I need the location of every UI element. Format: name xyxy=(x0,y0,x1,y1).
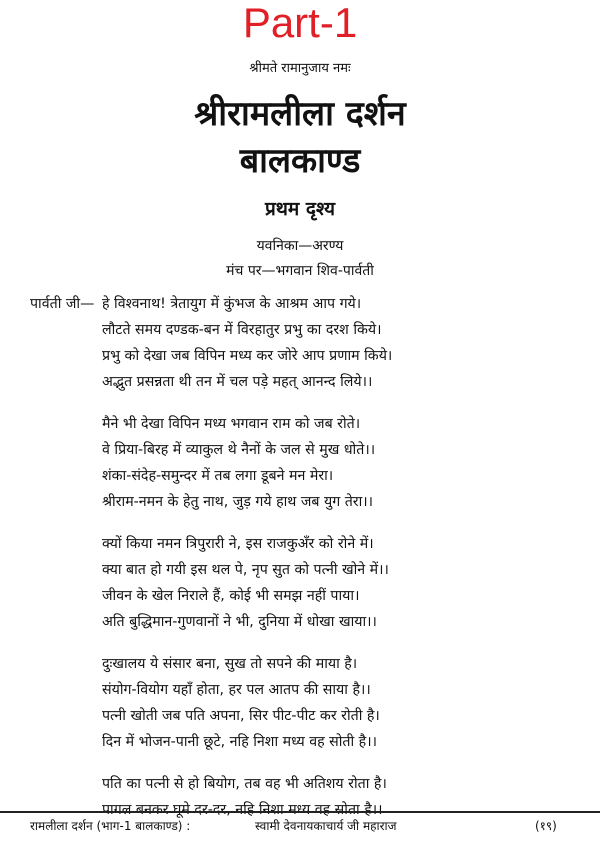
invocation: श्रीमते रामानुजाय नमः xyxy=(249,61,351,76)
verse-line xyxy=(0,343,600,369)
verse-text: प्रभु को देखा जब विपिन मध्य कर जोरे आप प्रणाम किये। xyxy=(102,348,393,364)
verse-line xyxy=(0,317,600,343)
verse-line xyxy=(0,463,600,489)
verse-text: अद्भुत प्रसन्नता थी तन में चल पड़े महत् आनन्द लिये।। xyxy=(102,374,373,390)
verse-line xyxy=(0,729,600,755)
verse-text: पागल बनकर घूमे दर-दर, नहि निशा मध्य वह सोता है।। xyxy=(102,802,383,818)
footer-author: स्वामी देवनायकाचार्य जी महाराज xyxy=(255,819,397,833)
scene-heading: प्रथम दृश्य xyxy=(264,198,336,220)
verse-text: हे विश्वनाथ! त्रेतायुग में कुंभज के आश्रम आप गये। xyxy=(102,296,362,312)
speaker-label: पार्वती जी— xyxy=(30,296,95,312)
verse-line xyxy=(0,437,600,463)
verse-block xyxy=(0,291,600,839)
stanza xyxy=(0,411,600,515)
verse-text: दुःखालय ये संसार बना, सुख तो सपने की माया है। xyxy=(102,656,358,672)
verse-line xyxy=(0,703,600,729)
verse-text: जीवन के खेल निराले हैं, कोई भी समझ नहीं पाया। xyxy=(102,588,360,604)
setting-curtain: यवनिका—अरण्य xyxy=(256,238,344,254)
footer-divider xyxy=(0,811,600,813)
verse-text: पत्नी खोती जब पति अपना, सिर पीट-पीट कर रोती है। xyxy=(102,708,380,724)
verse-text: संयोग-वियोग यहाँ होता, हर पल आतप की साया है।। xyxy=(102,682,371,698)
verse-text: पति का पत्नी से हो बियोग, तब वह भी अतिशय रोता है। xyxy=(102,776,387,792)
verse-text: अति बुद्धिमान-गुणवानों ने भी, दुनिया में धोखा खाया।। xyxy=(102,614,377,630)
verse-line xyxy=(0,411,600,437)
verse-line xyxy=(0,557,600,583)
verse-text: दिन में भोजन-पानी छूटे, नहि निशा मध्य वह सोती है।। xyxy=(102,734,377,750)
verse-text: मैने भी देखा विपिन मध्य भगवान राम को जब रोते। xyxy=(102,416,361,432)
page-number: (१९) xyxy=(535,819,557,833)
verse-line xyxy=(0,651,600,677)
stanza xyxy=(0,291,600,395)
verse-line xyxy=(0,369,600,395)
verse-line xyxy=(0,583,600,609)
page-footer xyxy=(0,816,600,840)
verse-line xyxy=(0,677,600,703)
verse-text: शंका-संदेह-समुन्दर में तब लगा डूबने मन मेरा। xyxy=(102,468,334,484)
stanza xyxy=(0,531,600,635)
verse-line xyxy=(0,771,600,797)
page-title: श्रीरामलीला दर्शन xyxy=(194,94,406,134)
verse-line xyxy=(0,531,600,557)
verse-line xyxy=(0,291,600,317)
part-label: Part-1 xyxy=(242,0,358,46)
verse-line xyxy=(0,609,600,635)
setting-stage: मंच पर—भगवान शिव-पार्वती xyxy=(226,263,374,279)
footer-book-title: रामलीला दर्शन (भाग-1 बालकाण्ड) : xyxy=(30,819,191,833)
stanza xyxy=(0,651,600,755)
verse-text: क्यों किया नमन त्रिपुरारी ने, इस राजकुअँर को रोने में। xyxy=(102,536,374,552)
verse-text: श्रीराम-नमन के हेतु नाथ, जुड़ गये हाथ जब युग तेरा।। xyxy=(102,494,374,510)
verse-text: क्या बात हो गयी इस थल पे, नृप सुत को पत्नी खोने में।। xyxy=(102,562,389,578)
verse-text: वे प्रिया-बिरह में व्याकुल थे नैनों के जल से मुख धोते।। xyxy=(102,442,376,458)
verse-line xyxy=(0,489,600,515)
verse-text: लौटते समय दण्डक-बन में विरहातुर प्रभु का दरश किये। xyxy=(102,322,382,338)
page-subtitle: बालकाण्ड xyxy=(239,141,361,181)
